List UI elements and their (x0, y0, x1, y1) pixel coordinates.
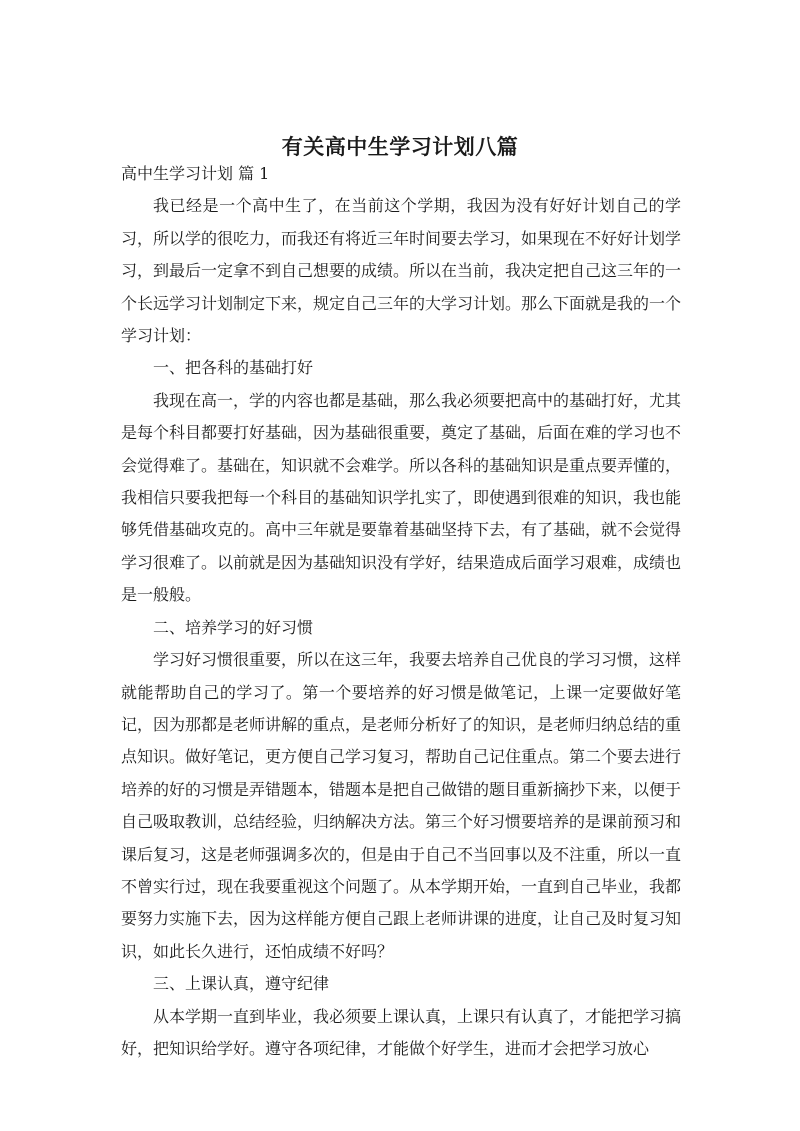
section-heading-1: 一、把各科的基础打好 (153, 358, 314, 378)
document-body (121, 158, 681, 1065)
intro-paragraph: 我已经是一个高中生了，在当前这个学期，我因为没有好好计划自己的学习，所以学的很吃力，而我还有将近三年时间要去学习，如果现在不好好计划学习，到最后一定拿不到自己想要的成绩。所以在当前，我决定把自己这三年的一个长远学习计划制定下来，规定自己三年的大学习计划。那么下面就是我的一个学习计划： (121, 196, 682, 346)
section-paragraph-2: 学习好习惯很重要，所以在这三年，我要去培养自己优良的学习习惯，这样就能帮助自己的学习了。第一个要培养的好习惯是做笔记，上课一定要做好笔记，因为那都是老师讲解的重点，是老师分析好了的知识，是老师归纳总结的重点知识。做好笔记，更方便自己学习复习，帮助自己记住重点。第二个要去进行培养的好的习惯是弄错题本，错题本是把自己做错的题目重新摘抄下来，以便于自己吸取教训，总结经验，归纳解决方法。第三个好习惯要培养的是课前预习和课后复习，这是老师强调多次的，但是由于自己不当回事以及不注重，所以一直不曾实行过，现在我要重视这个问题了。从本学期开始，一直到自己毕业，我都要努力实施下去，因为这样能方便自己跟上老师讲课的进度，让自己及时复习知识，如此长久进行，还怕成绩不好吗？ (121, 650, 682, 961)
section-subtitle: 高中生学习计划 篇 1 (121, 164, 270, 183)
document-title: 有关高中生学习计划八篇 (281, 135, 519, 160)
section-heading-2: 二、培养学习的好习惯 (153, 617, 314, 637)
section-paragraph-1: 我现在高一，学的内容也都是基础，那么我必须要把高中的基础打好，尤其是每个科目都要打好基础，因为基础很重要，奠定了基础，后面在难的学习也不会觉得难了。基础在，知识就不会难学。所以各科的基础知识是重点要弄懂的，我相信只要我把每一个科目的基础知识学扎实了，即使遇到很难的知识，我也能够凭借基础攻克的。高中三年就是要靠着基础坚持下去，有了基础，就不会觉得学习很难了。以前就是因为基础知识没有学好，结果造成后面学习艰难，成绩也是一般般。 (121, 390, 682, 605)
section-paragraph-3: 从本学期一直到毕业，我必须要上课认真，上课只有认真了，才能把学习搞好，把知识给学好。遵守各项纪律，才能做个好学生，进而才会把学习放心 (121, 1006, 682, 1058)
section-heading-3: 三、上课认真，遵守纪律 (153, 974, 330, 994)
